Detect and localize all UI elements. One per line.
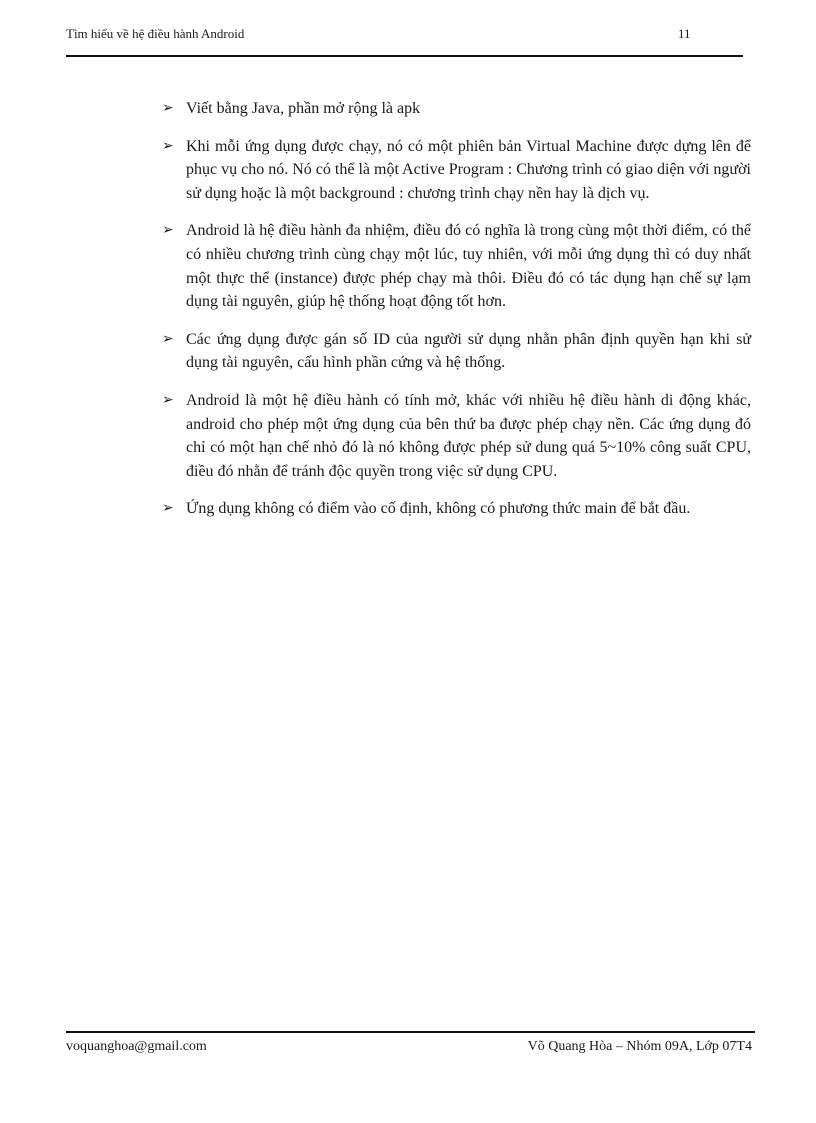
page-header [66, 26, 742, 46]
arrow-bullet-icon: ➢ [162, 100, 174, 116]
document-title: Tìm hiểu về hệ điều hành Android [66, 26, 245, 41]
list-item [162, 389, 751, 483]
bullet-list [162, 97, 751, 535]
list-item-text: Android là hệ điều hành đa nhiệm, điều đó có nghĩa là trong cùng một thời điểm, có thể có nhiều chương trình cùng chạy một lúc, tuy nhiên, với mỗi ứng dụng thì có duy nhất một thực thể (instance) được phép chạy mà thôi. Điều đó có tác dụng hạn chế sự lạm dụng tài nguyên, giúp hệ thống hoạt động tốt hơn. [186, 222, 751, 311]
page-number: 11 [678, 26, 691, 41]
arrow-bullet-icon: ➢ [162, 330, 174, 347]
list-item-text: Khi mỗi ứng dụng được chạy, nó có một phiên bản Virtual Machine được dựng lên để phục vụ cho nó. Nó có thể là một Active Program : Chương trình có giao diện với người sử dụng hoặc là một background : chương trình chạy nền hay là dịch vụ. [186, 137, 751, 202]
list-item [162, 328, 751, 375]
list-item [162, 97, 751, 121]
header-divider [66, 55, 743, 57]
page-footer [66, 1039, 755, 1059]
list-item-text: Android là một hệ điều hành có tính mở, khác với nhiều hệ điều hành di động khác, android cho phép một ứng dụng của bên thứ ba được phép chạy nền. Các ứng dụng đó chỉ có một hạn chế nhỏ đó là nó không được phép sử dung quá 5~10% công suất CPU, điều đó nhằn để tránh độc quyền trong việc sử dụng CPU. [186, 391, 751, 480]
list-item [162, 219, 751, 313]
list-item-text: Viết bằng Java, phần mở rộng là apk [186, 100, 421, 117]
author-info: Võ Quang Hòa – Nhóm 09A, Lớp 07T4 [527, 1039, 752, 1054]
list-item [162, 135, 751, 206]
arrow-bullet-icon: ➢ [162, 391, 174, 408]
arrow-bullet-icon: ➢ [162, 222, 174, 239]
list-item-text: Các ứng dụng được gán số ID của người sử dụng nhằn phân định quyền hạn khi sử dụng tài nguyên, cấu hình phần cứng và hệ thống. [186, 330, 751, 372]
list-item [162, 497, 751, 521]
arrow-bullet-icon: ➢ [162, 137, 174, 154]
list-item-text: Ứng dụng không có điểm vào cố định, không có phương thức main để bắt đầu. [186, 500, 691, 518]
arrow-bullet-icon: ➢ [162, 500, 174, 517]
footer-divider [66, 1031, 755, 1033]
author-email: voquanghoa@gmail.com [66, 1039, 207, 1054]
